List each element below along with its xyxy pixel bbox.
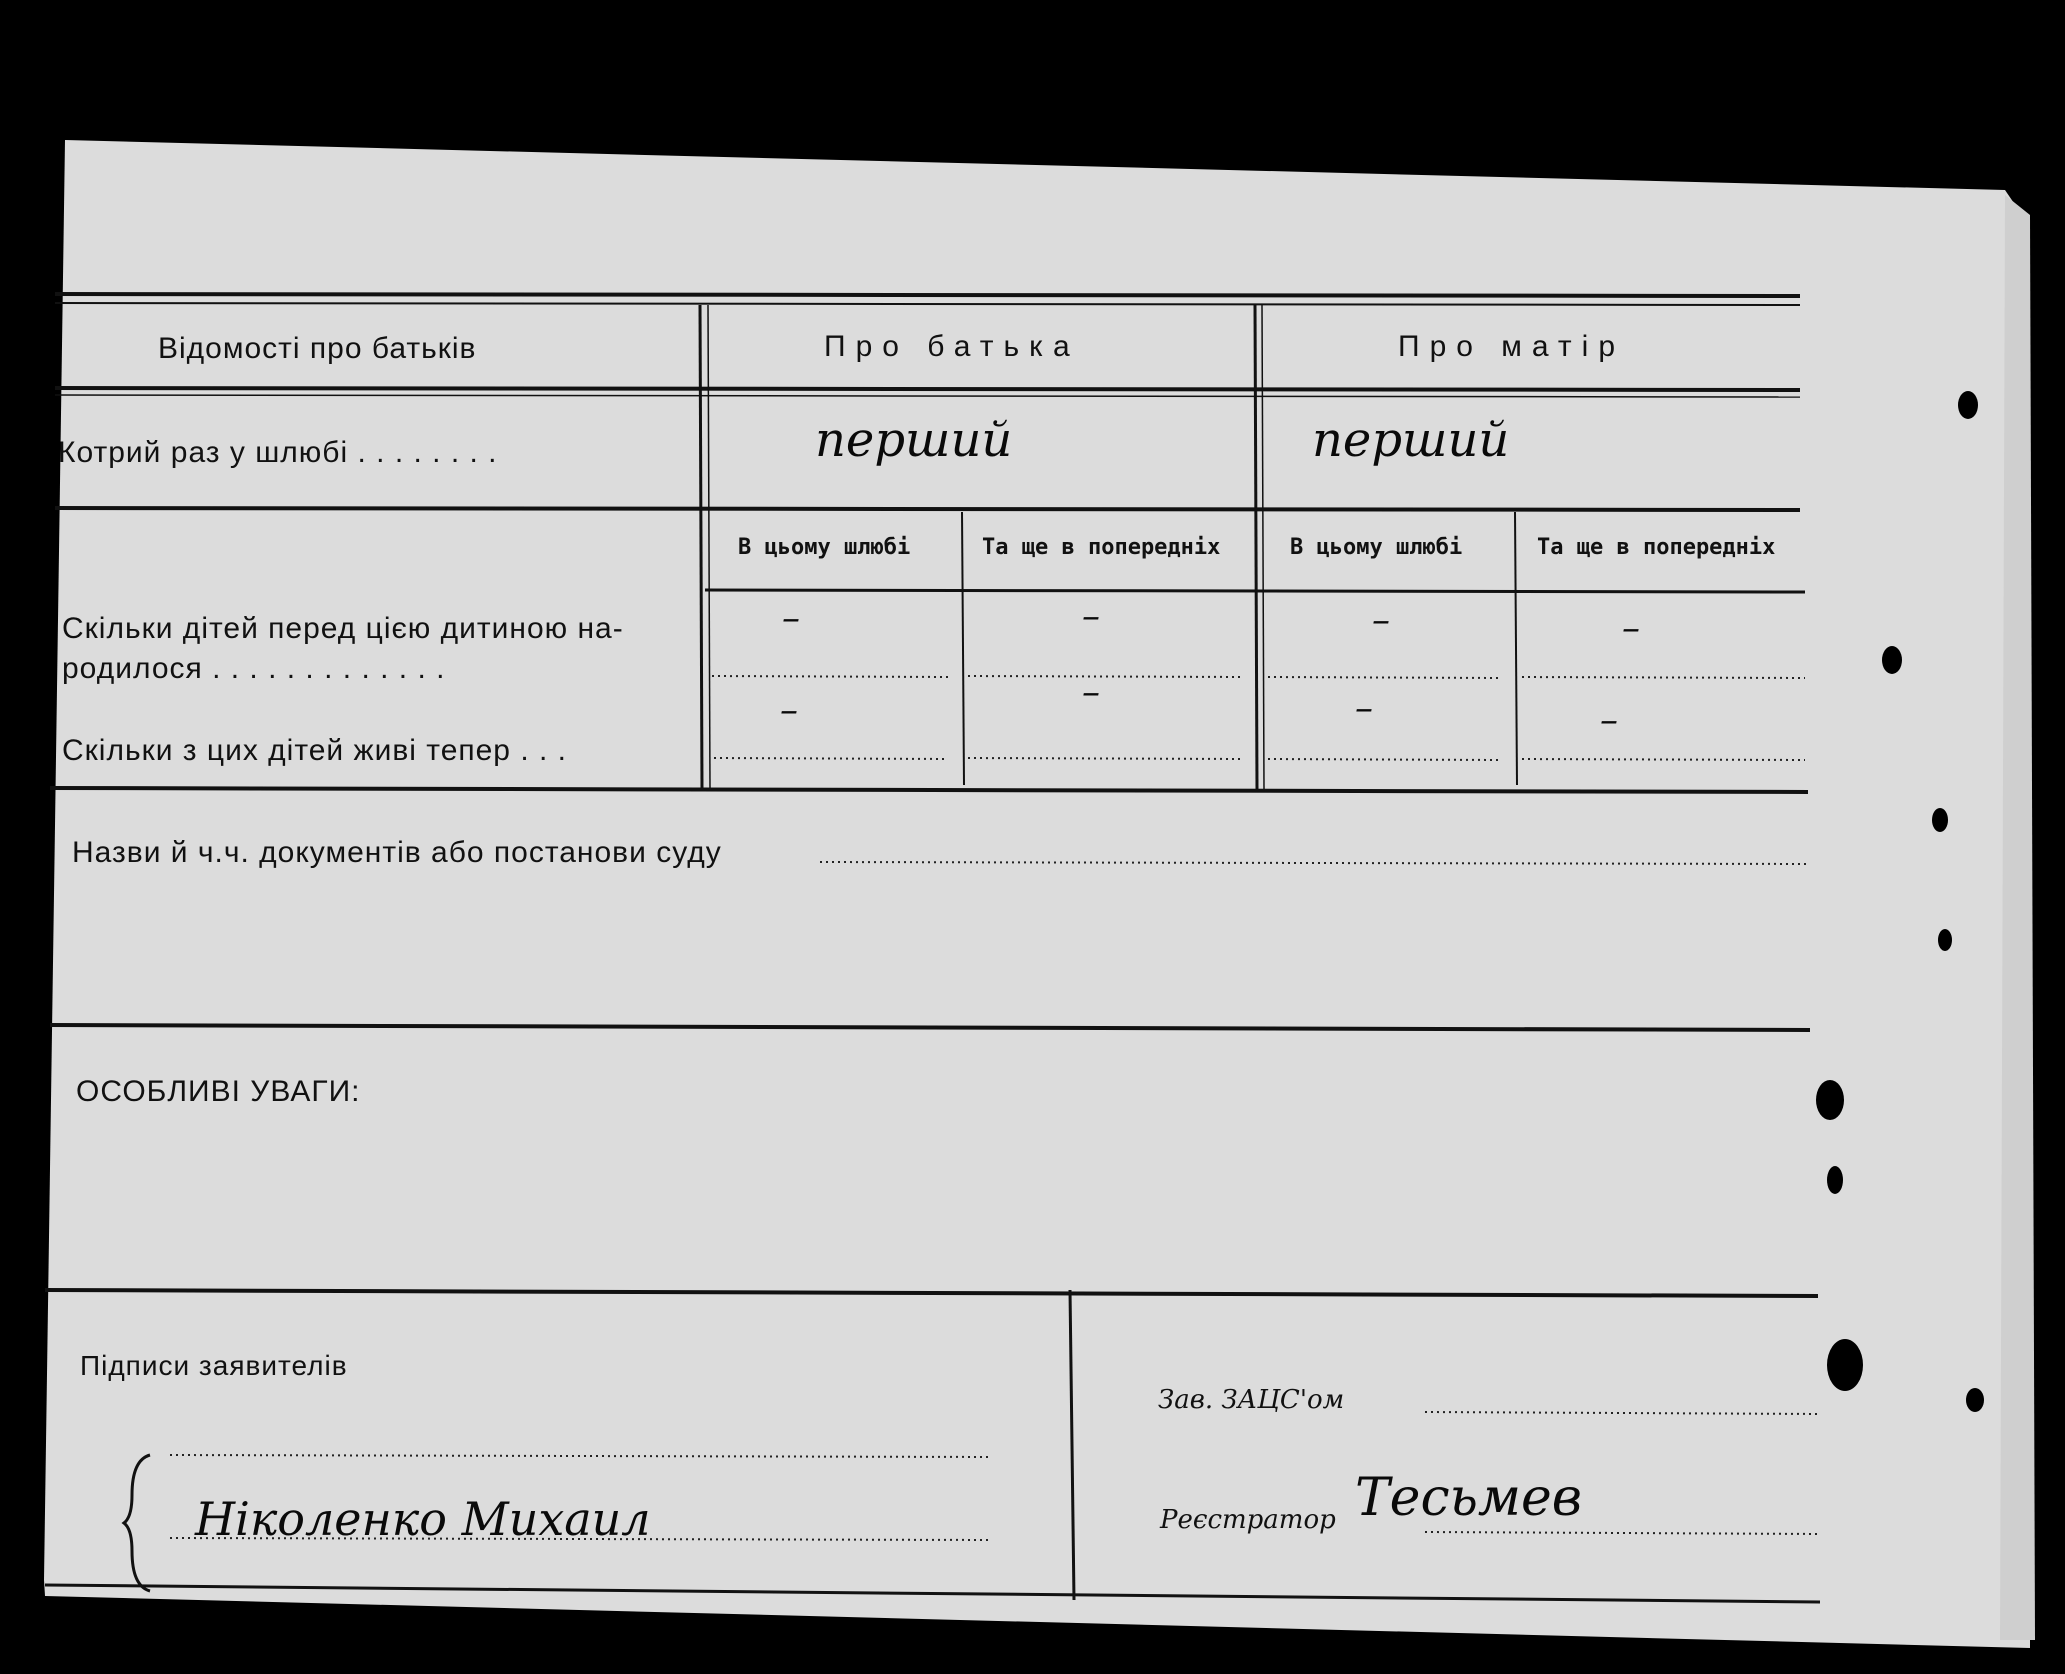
subheader-mother-this-marriage: В цьому шлюбі xyxy=(1290,535,1463,560)
marriage-count-label: Котрий раз у шлюбі . . . . . . . . xyxy=(58,436,498,469)
alive-mother-this-value: – xyxy=(1355,688,1373,729)
alive-father-previous-value: – xyxy=(1082,672,1100,713)
head-of-registry-label: Зав. ЗАЦС'ом xyxy=(1158,1385,1345,1415)
father-marriage-value: перший xyxy=(815,412,1013,468)
header-father: Про батька xyxy=(824,330,1080,363)
header-mother: Про матір xyxy=(1398,330,1626,363)
subheader-father-previous: Та ще в попередніх xyxy=(982,535,1221,560)
applicants-signatures-label: Підписи заявителів xyxy=(80,1350,348,1381)
mother-marriage-value: перший xyxy=(1312,412,1510,468)
paper-sheet xyxy=(44,140,2030,1648)
remarks-label: ОСОБЛИВІ УВАГИ: xyxy=(76,1075,361,1108)
born-mother-this-value: – xyxy=(1372,600,1390,641)
registrar-signature: Тесьмев xyxy=(1355,1468,1583,1528)
documents-label: Назви й ч.ч. документів або постанови суду xyxy=(72,836,722,869)
children-alive-label: Скільки з цих дітей живі тепер . . . xyxy=(62,734,567,767)
children-born-label-line2: родилося . . . . . . . . . . . . . xyxy=(62,652,446,685)
alive-father-this-value: – xyxy=(780,690,798,731)
header-parents-info: Відомості про батьків xyxy=(158,332,477,365)
paper-edge-strip xyxy=(2000,195,2035,1640)
applicant-signature: Ніколенко Михаил xyxy=(195,1492,651,1546)
subheader-mother-previous: Та ще в попередніх xyxy=(1537,535,1776,560)
born-father-this-value: – xyxy=(782,598,800,639)
born-father-previous-value: – xyxy=(1082,596,1100,637)
registrar-label: Реєстратор xyxy=(1160,1505,1336,1535)
subheader-father-this-marriage: В цьому шлюбі xyxy=(738,535,911,560)
born-mother-previous-value: – xyxy=(1622,608,1640,649)
children-born-label-line1: Скільки дітей перед цією дитиною на- xyxy=(62,612,624,645)
alive-mother-previous-value: – xyxy=(1600,700,1618,741)
